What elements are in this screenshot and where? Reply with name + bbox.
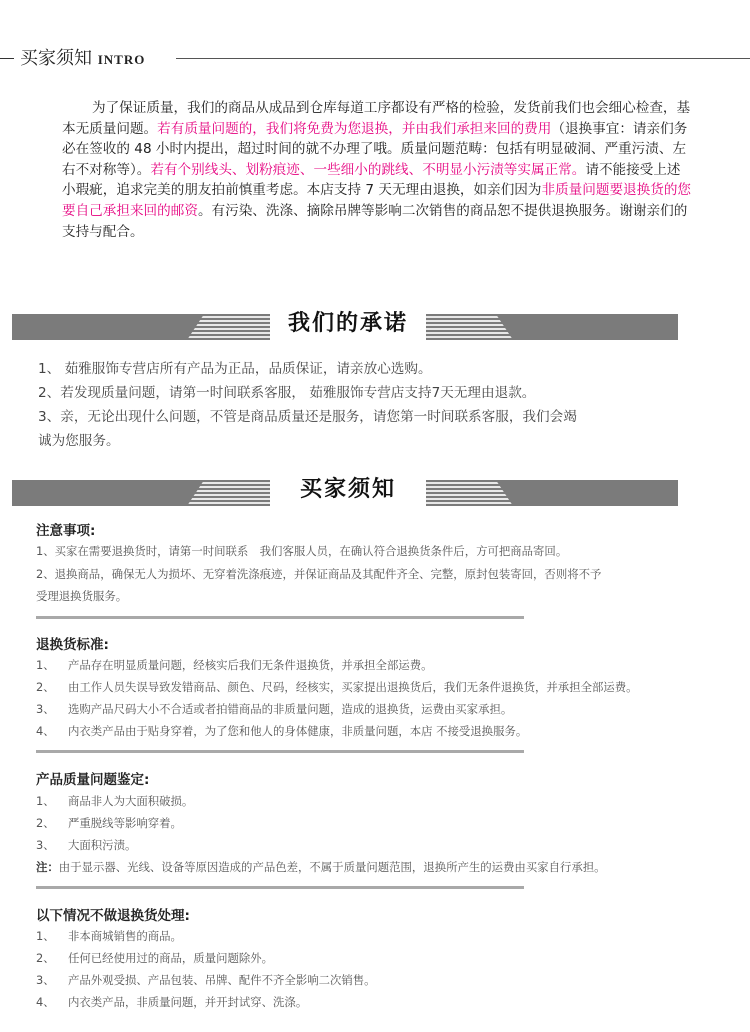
intro-text-3: 请不能接受上述小瑕疵，追求完美的朋友拍前慎重考虑。本店支持 7 天无理由退换，如亲们因为: [62, 161, 681, 199]
promise-item: 2、若发现质量问题，请第一时间联系客服， 茹雅服饰专营店支持7天无理由退款。: [38, 385, 536, 401]
banner-stripes-right: [418, 480, 513, 506]
intro-text-1: 为了保证质量，我们的商品从成品到仓库每道工序都设有严格的检验，发货前我们也会细心检查，基本无质量问题。: [62, 100, 691, 137]
quality-title: 产品质量问题鉴定:: [36, 772, 150, 788]
quality-item: 3、 大面积污渍。: [36, 838, 137, 852]
section-divider: [36, 886, 524, 889]
promise-item: 1、 茹雅服饰专营店所有产品为正品，品质保证，请亲放心选购。: [38, 361, 432, 377]
standard-item: 2、 由工作人员失误导致发错商品、颜色、尺码，经核实，买家提出退换货后，我们无条件退换货，并承担全部运费。: [36, 680, 638, 694]
intro-highlight-2: 若有个别线头、划粉痕迹、一些细小的跳线、不明显小污渍等实属正常。: [150, 161, 586, 178]
notice-heading: 买家须知: [270, 470, 426, 506]
section-divider: [36, 616, 524, 619]
intro-text-4: 。有污染、洗涤、摘除吊牌等影响二次销售的商品恕不提供退换服务。谢谢亲们的支持与配合。: [62, 202, 688, 240]
promise-heading: 我们的承诺: [270, 304, 426, 340]
promise-list: [38, 357, 678, 453]
excluded-title: 以下情况不做退换货处理:: [36, 908, 190, 924]
page-title: [20, 44, 145, 70]
banner-stripes-right: [418, 314, 513, 340]
intro-paragraph: [62, 98, 694, 242]
attention-line: 受理退换货服务。: [36, 589, 128, 603]
header-line-left: [0, 58, 14, 59]
section-divider: [36, 750, 524, 753]
standard-item: 4、 内衣类产品由于贴身穿着，为了您和他人的身体健康，非质量问题，本店 不接受退换服务。: [36, 724, 528, 738]
promise-banner: [12, 311, 678, 340]
banner-stripes-left: [187, 314, 282, 340]
intro-highlight-1: 若有质量问题的，我们将免费为您退换，并由我们承担来回的费用: [157, 120, 552, 137]
header-line-right: [176, 58, 750, 59]
attention-title: 注意事项:: [36, 523, 96, 539]
attention-line: 1、买家在需要退换货时，请第一时间联系 我们客服人员，在确认符合退换货条件后，方可把商品寄回。: [36, 544, 568, 558]
excluded-item: 2、 任何已经使用过的商品，质量问题除外。: [36, 951, 274, 965]
banner-stripes-left: [187, 480, 282, 506]
excluded-item: 3、 产品外观受损、产品包装、吊牌、配件不齐全影响二次销售。: [36, 973, 376, 987]
excluded-item: 1、 非本商城销售的商品。: [36, 929, 182, 943]
promise-item: 诚为您服务。: [38, 433, 120, 449]
notice-banner: [12, 477, 678, 506]
standard-item: 3、 选购产品尺码大小不合适或者拍错商品的非质量问题，造成的退换货，运费由买家承担。: [36, 702, 513, 716]
title-en: INTRO: [97, 52, 146, 67]
intro-text-2: （退换事宜：请亲们务必在签收的 48 小时内提出，超过时间的就不办理了哦。质量问题范畴：包括有明显破洞、严重污渍、左右不对称等）。: [62, 120, 688, 178]
quality-note: 注：由于显示器、光线、设备等原因造成的产品色差，不属于质量问题范围，退换所产生的运费由买家自行承担。: [36, 860, 606, 874]
intro-highlight-3: 非质量问题要退换货的您要自己承担来回的邮资: [62, 182, 692, 219]
excluded-item: 4、 内衣类产品，非质量问题，并开封试穿、洗涤。: [36, 995, 308, 1009]
quality-item: 2、 严重脱线等影响穿着。: [36, 816, 182, 830]
standard-item: 1、 产品存在明显质量问题，经核实后我们无条件退换货，并承担全部运费。: [36, 658, 433, 672]
standard-title: 退换货标准:: [36, 637, 109, 653]
promise-item: 3、亲，无论出现什么问题，不管是商品质量还是服务，请您第一时间联系客服，我们会竭: [38, 409, 577, 425]
title-cn: 买家须知: [20, 48, 92, 69]
quality-item: 1、 商品非人为大面积破损。: [36, 794, 194, 808]
attention-line: 2、退换商品，确保无人为损坏、无穿着洗涤痕迹，并保证商品及其配件齐全、完整，原封包装寄回，否则将不予: [36, 567, 602, 581]
